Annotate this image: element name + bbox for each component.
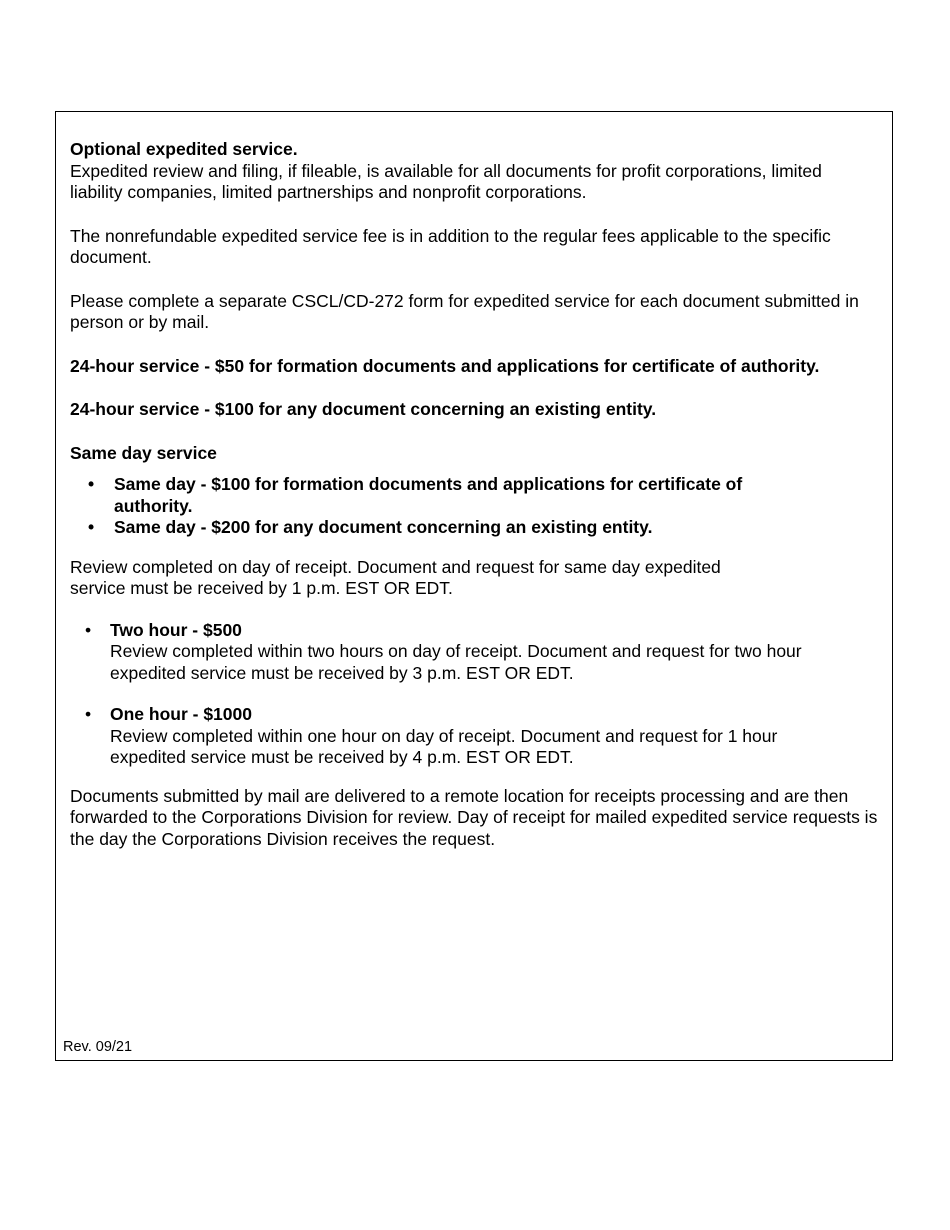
document-frame: [55, 111, 893, 1061]
bullet-icon: •: [88, 474, 95, 494]
same-day-list: [70, 474, 878, 539]
two-hour-body: Review completed within two hours on day of receipt. Document and request for two hour expedited service must be received by 3 p.m. EST OR EDT.: [110, 641, 802, 683]
mail-note-paragraph: Documents submitted by mail are delivered to a remote location for receipts processing and are then forwarded to the Corporations Division for review. Day of receipt for mailed expedited service requests is the day the Corporations Division receives the request.: [70, 785, 878, 849]
one-hour-body: Review completed within one hour on day of receipt. Document and request for 1 hour expedited service must be received by 4 p.m. EST OR EDT.: [110, 725, 778, 767]
bullet-icon: •: [85, 619, 92, 640]
service-24-existing: 24-hour service - $100 for any document concerning an existing entity.: [70, 399, 657, 419]
revision-label: Rev. 09/21: [63, 1039, 133, 1055]
section-heading: Optional expedited service.: [70, 139, 298, 159]
same-day-item-existing: Same day - $200 for any document concerning an existing entity.: [114, 517, 653, 537]
one-hour-block: [70, 704, 800, 769]
service-24-formation: 24-hour service - $50 for formation documents and applications for certificate of authority.: [70, 355, 820, 376]
same-day-note: Review completed on day of receipt. Document and request for same day expedited service must be received by 1 p.m. EST OR EDT.: [70, 556, 721, 598]
same-day-item-formation: Same day - $100 for formation documents and applications for certificate of authority.: [114, 474, 743, 516]
same-day-title: Same day service: [70, 442, 217, 463]
document-content: [70, 139, 878, 850]
two-hour-block: [70, 620, 830, 685]
list-item: [70, 517, 794, 539]
two-hour-title: Two hour - $500: [110, 619, 242, 640]
bullet-icon: •: [88, 517, 95, 537]
form-note-paragraph: Please complete a separate CSCL/CD-272 form for expedited service for each document submitted in person or by mail.: [70, 290, 859, 332]
one-hour-title: One hour - $1000: [110, 704, 252, 724]
intro-paragraph: Expedited review and filing, if fileable, is available for all documents for profit corporations, limited liability companies, limited partnerships and nonprofit corporations.: [70, 160, 822, 202]
list-item: [70, 474, 794, 517]
bullet-icon: •: [85, 704, 92, 724]
fee-note-paragraph: The nonrefundable expedited service fee is in addition to the regular fees applicable to the specific document.: [70, 225, 831, 267]
